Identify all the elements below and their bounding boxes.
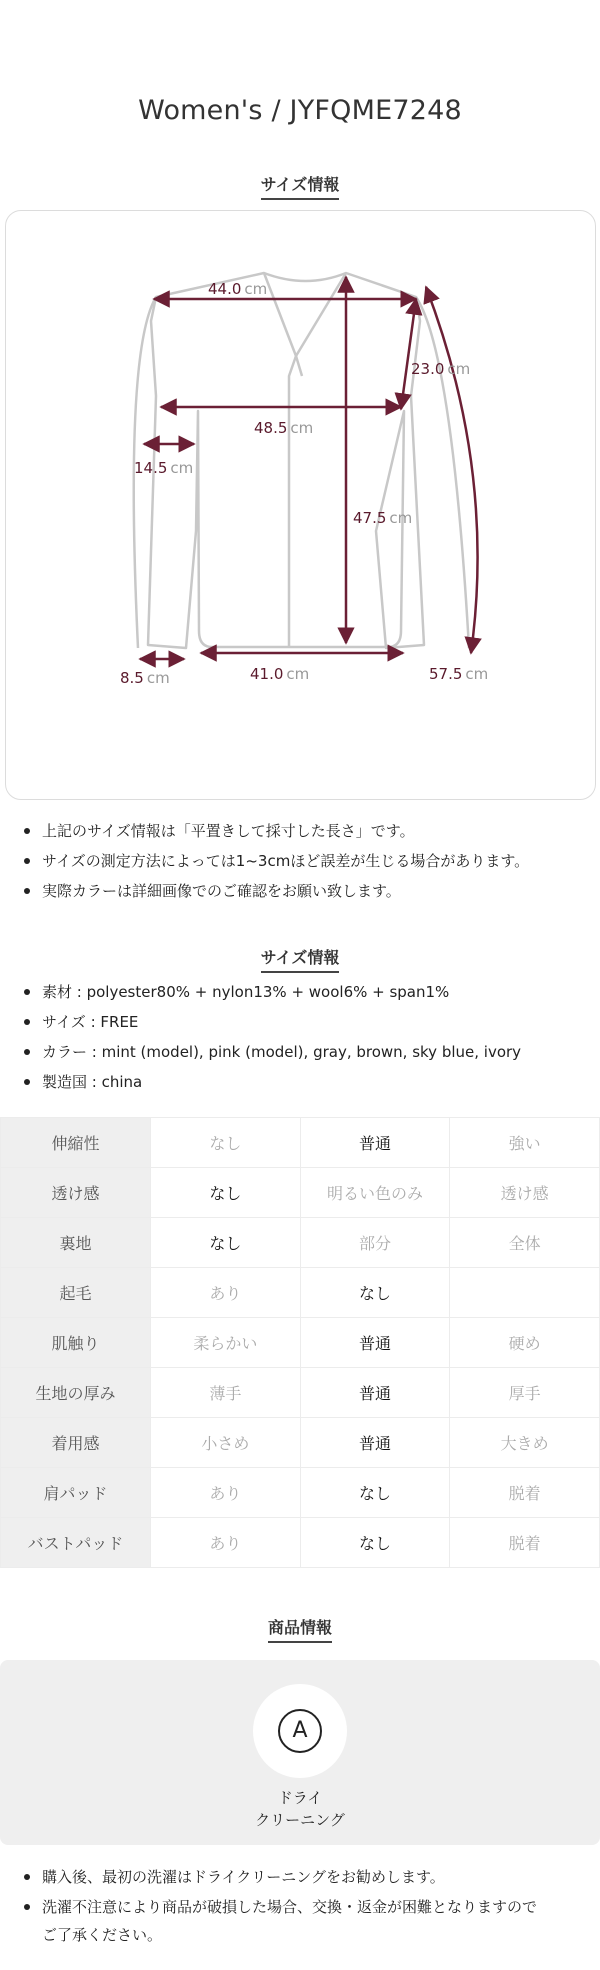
attribute-label: 透け感: [1, 1168, 151, 1218]
attribute-label: 生地の厚み: [1, 1368, 151, 1418]
attribute-option: 薄手: [151, 1368, 301, 1418]
placket-outline-right: [296, 356, 302, 376]
attribute-option: 脱着: [450, 1468, 600, 1518]
sleeve-label: 57.5 cm: [429, 665, 489, 683]
attribute-label: 肌触り: [1, 1318, 151, 1368]
table-row: [1, 1168, 600, 1218]
size-info-heading-text: サイズ情報: [261, 172, 340, 200]
size-info-heading: [0, 172, 600, 200]
attribute-option: 小さめ: [151, 1418, 301, 1468]
size-notes: [20, 816, 585, 906]
attribute-option: 透け感: [450, 1168, 600, 1218]
attribute-option: なし: [151, 1168, 301, 1218]
spec-heading: [0, 945, 600, 973]
cuff-label: 8.5 cm: [120, 669, 170, 687]
product-notes: [20, 1862, 585, 1950]
page-title: Women's / JYFQME7248: [138, 95, 462, 126]
attribute-table: [0, 1117, 600, 1568]
care-label: [0, 1787, 600, 1831]
list-item: 購入後、最初の洗濯はドライクリーニングをお勧めします。: [20, 1862, 585, 1892]
attribute-option: [450, 1268, 600, 1318]
attribute-option: 普通: [300, 1318, 450, 1368]
right-sleeve-outline: [416, 297, 469, 648]
spec-heading-text: サイズ情報: [261, 945, 340, 973]
table-row: [1, 1268, 600, 1318]
list-item: 上記のサイズ情報は「平置きして採寸した長さ」です。: [20, 816, 585, 846]
armhole-label: 14.5 cm: [134, 459, 194, 477]
product-info-heading-text: 商品情報: [268, 1615, 332, 1643]
attribute-option: あり: [151, 1268, 301, 1318]
table-row: [1, 1118, 600, 1168]
attribute-option: 全体: [450, 1218, 600, 1268]
neckline-outline: [264, 273, 346, 356]
attribute-option: 普通: [300, 1118, 450, 1168]
placket-outline: [289, 356, 296, 647]
shoulder-label: 44.0 cm: [208, 280, 268, 298]
table-row: [1, 1368, 600, 1418]
attribute-label: バストパッド: [1, 1518, 151, 1568]
product-info-heading: [0, 1615, 600, 1643]
dry-clean-a-icon: A: [278, 1709, 322, 1753]
attribute-label: 裏地: [1, 1218, 151, 1268]
table-row: [1, 1418, 600, 1468]
attribute-option: なし: [300, 1518, 450, 1568]
sleeve-upper-label: 23.0 cm: [411, 360, 471, 378]
attribute-option: 大きめ: [450, 1418, 600, 1468]
attribute-option: 普通: [300, 1418, 450, 1468]
attribute-option: あり: [151, 1518, 301, 1568]
care-label-line2: クリーニング: [255, 1811, 345, 1829]
origin-item: 製造国 : china: [20, 1067, 585, 1097]
attribute-label: 肩パッド: [1, 1468, 151, 1518]
attribute-option: あり: [151, 1468, 301, 1518]
list-item: 洗濯不注意により商品が破損した場合、交換・返金が困難となりますので: [20, 1892, 585, 1922]
sleeve-upper-line: [401, 299, 416, 409]
chest-label: 48.5 cm: [254, 419, 314, 437]
attribute-option: 硬め: [450, 1318, 600, 1368]
attribute-label: 着用感: [1, 1418, 151, 1468]
table-row: [1, 1468, 600, 1518]
size-diagram: [5, 210, 596, 800]
list-item: 実際カラーは詳細画像でのご確認をお願い致します。: [20, 876, 585, 906]
care-label-line1: ドライ: [277, 1789, 323, 1807]
hem-label: 41.0 cm: [250, 665, 310, 683]
attribute-label: 伸縮性: [1, 1118, 151, 1168]
attribute-option: 柔らかい: [151, 1318, 301, 1368]
cardigan-diagram: [6, 211, 597, 801]
table-row: [1, 1518, 600, 1568]
list-item-continued: ご了承ください。: [42, 1926, 163, 1944]
spec-list: [20, 977, 585, 1097]
attribute-option: 強い: [450, 1118, 600, 1168]
attribute-option: 厚手: [450, 1368, 600, 1418]
care-icon-circle: [253, 1684, 347, 1778]
attribute-option: 部分: [300, 1218, 450, 1268]
size-item: サイズ : FREE: [20, 1007, 585, 1037]
attribute-option: なし: [300, 1468, 450, 1518]
attribute-option: なし: [151, 1118, 301, 1168]
color-item: カラー : mint (model), pink (model), gray, brown, sky blue, ivory: [20, 1037, 585, 1067]
length-label: 47.5 cm: [353, 509, 413, 527]
attribute-option: 脱着: [450, 1518, 600, 1568]
attribute-option: なし: [300, 1268, 450, 1318]
list-item: サイズの測定方法によっては1~3cmほど誤差が生じる場合があります。: [20, 846, 585, 876]
attribute-option: 明るい色のみ: [300, 1168, 450, 1218]
attribute-option: 普通: [300, 1368, 450, 1418]
table-row: [1, 1218, 600, 1268]
table-row: [1, 1318, 600, 1368]
material-item: 素材 : polyester80% + nylon13% + wool6% + span1%: [20, 977, 585, 1007]
attribute-option: なし: [151, 1218, 301, 1268]
care-instructions-box: [0, 1660, 600, 1845]
attribute-label: 起毛: [1, 1268, 151, 1318]
